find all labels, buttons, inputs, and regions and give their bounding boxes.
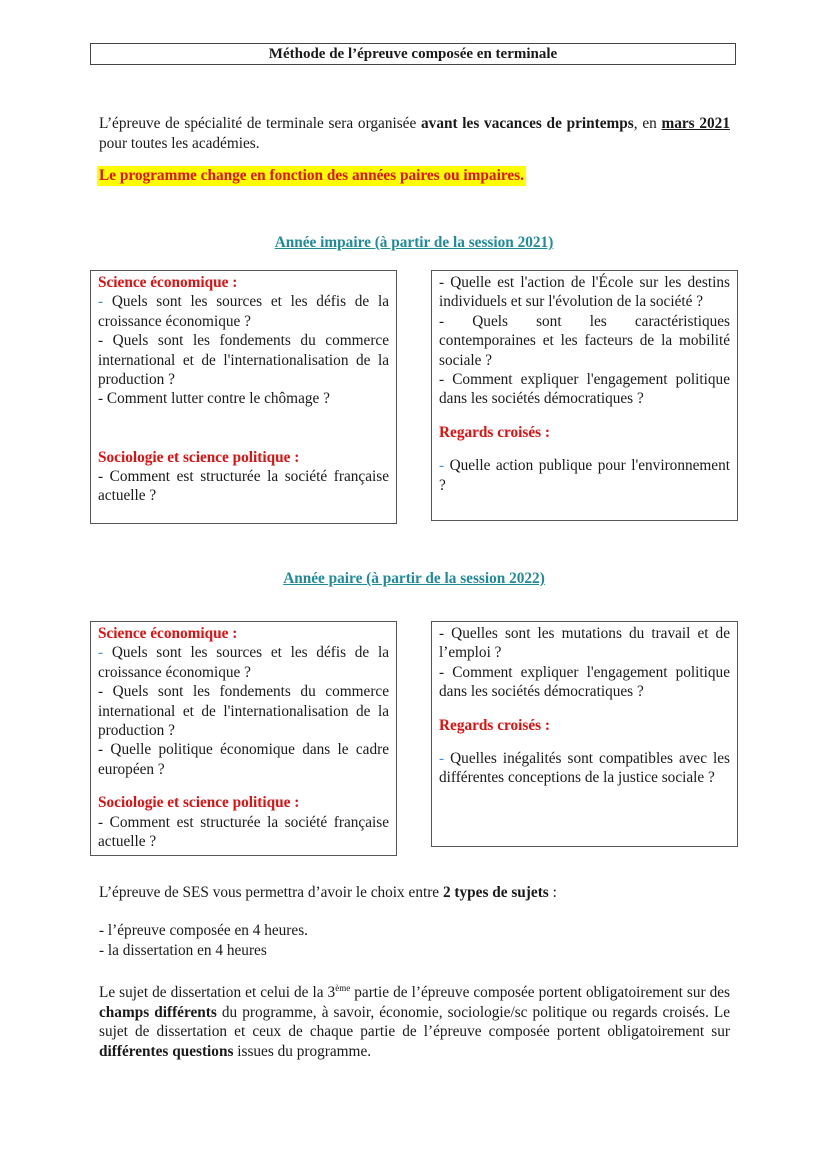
intro-bold-text: avant les vacances de printemps — [421, 115, 634, 132]
list-item: - Comment expliquer l'engagement politique dans les sociétés démocratiques ? — [439, 663, 730, 701]
spacer — [439, 409, 730, 423]
superscript: ème — [335, 983, 351, 993]
section-title-sociology: Sociologie et science politique : — [98, 448, 300, 466]
spacer — [439, 702, 730, 716]
list-item: - Quels sont les caractéristiques contemporaines et les facteurs de la mobilité sociale ? — [439, 312, 730, 369]
rules-text: partie de l’épreuve composée portent obligatoirement sur des — [350, 984, 730, 1001]
section-title-sociology: Sociologie et science politique : — [98, 794, 300, 812]
dash-bullet: - — [98, 644, 112, 662]
list-item: - Comment expliquer l'engagement politique dans les sociétés démocratiques ? — [439, 371, 730, 408]
dash-bullet: - — [439, 750, 451, 768]
document-title-text: Méthode de l’épreuve composée en terminale — [268, 46, 558, 62]
subjects-intro — [99, 883, 730, 903]
section-title-economics: Science économique : — [98, 274, 238, 291]
list-item-text: Quelle action publique pour l'environnement ? — [439, 457, 730, 494]
spacer — [439, 735, 730, 749]
dash-bullet: - — [439, 457, 450, 475]
list-item: - Quels sont les fondements du commerce international et de l'internationalisation de la production ? — [98, 683, 389, 740]
list-item-text: Quelles inégalités sont compatibles avec les différentes conceptions de la justice sociale ? — [439, 750, 731, 787]
even-year-left-box — [90, 621, 397, 856]
rules-bold: champs différents — [99, 1003, 217, 1021]
odd-year-heading-text: Année impaire (à partir de la session 2021) — [274, 234, 554, 251]
list-item: - Quels sont les fondements du commerce international et de l'internationalisation de la production ? — [98, 332, 389, 389]
even-year-heading — [0, 569, 828, 589]
program-change-notice: Le programme change en fonction des années paires ou impaires. — [99, 167, 524, 184]
spacer — [98, 779, 389, 793]
subjects-intro-text: : — [548, 884, 557, 901]
section-title-economics: Science économique : — [98, 625, 238, 642]
intro-text: pour toutes les académies. — [99, 134, 260, 152]
list-item: - Comment est structurée la société française actuelle ? — [98, 468, 389, 505]
subject-options — [99, 921, 730, 960]
spacer — [439, 442, 730, 456]
list-item — [439, 749, 730, 788]
list-item: - Comment lutter contre le chômage ? — [98, 390, 330, 408]
odd-year-right-box — [431, 270, 738, 521]
even-year-heading-text: Année paire (à partir de la session 2022) — [283, 570, 545, 587]
list-item: - Comment est structurée la société française actuelle ? — [98, 813, 389, 851]
dash-bullet: - — [98, 293, 112, 311]
list-item — [98, 292, 389, 331]
list-item-text: Quels sont les sources et les défis de la croissance économique ? — [98, 644, 389, 681]
list-item — [98, 643, 389, 682]
section-title-crossed-views: Regards croisés : — [439, 423, 551, 441]
list-item: - Quelles sont les mutations du travail et de l’emploi ? — [439, 625, 730, 662]
even-year-right-box — [431, 621, 738, 847]
odd-year-heading — [0, 233, 828, 253]
odd-year-left-box — [90, 270, 397, 524]
subjects-intro-text: L’épreuve de SES vous permettra d’avoir le choix entre — [99, 884, 443, 901]
rules-paragraph — [99, 983, 730, 1061]
list-item — [439, 456, 730, 495]
list-item-text: Quels sont les sources et les défis de la croissance économique ? — [98, 293, 389, 330]
rules-text: issues du programme. — [233, 1042, 372, 1060]
list-item: - Quelle est l'action de l'École sur les destins individuels et sur l'évolution de la société ? — [439, 274, 730, 311]
list-item: - Quelle politique économique dans le cadre européen ? — [98, 741, 389, 778]
subject-option: - la dissertation en 4 heures — [99, 941, 267, 959]
intro-date: mars 2021 — [661, 115, 730, 132]
section-title-crossed-views: Regards croisés : — [439, 716, 551, 734]
rules-text: du programme, à savoir, économie, sociologie/sc politique ou regards croisés. Le sujet de dissertation et ceux de chaque partie de l’épreuve composée portent obligatoirement sur — [99, 1003, 730, 1040]
rules-text: Le sujet de dissertation et celui de la 3 — [99, 984, 336, 1001]
intro-text: L’épreuve de spécialité de terminale sera organisée — [99, 115, 422, 132]
rules-bold: différentes questions — [99, 1042, 234, 1060]
intro-paragraph — [99, 114, 730, 153]
spacer — [98, 409, 389, 448]
subjects-intro-bold: 2 types de sujets — [442, 884, 549, 901]
intro-text: , en — [633, 115, 662, 132]
document-title — [90, 43, 736, 65]
subject-option: - l’épreuve composée en 4 heures. — [99, 922, 308, 939]
